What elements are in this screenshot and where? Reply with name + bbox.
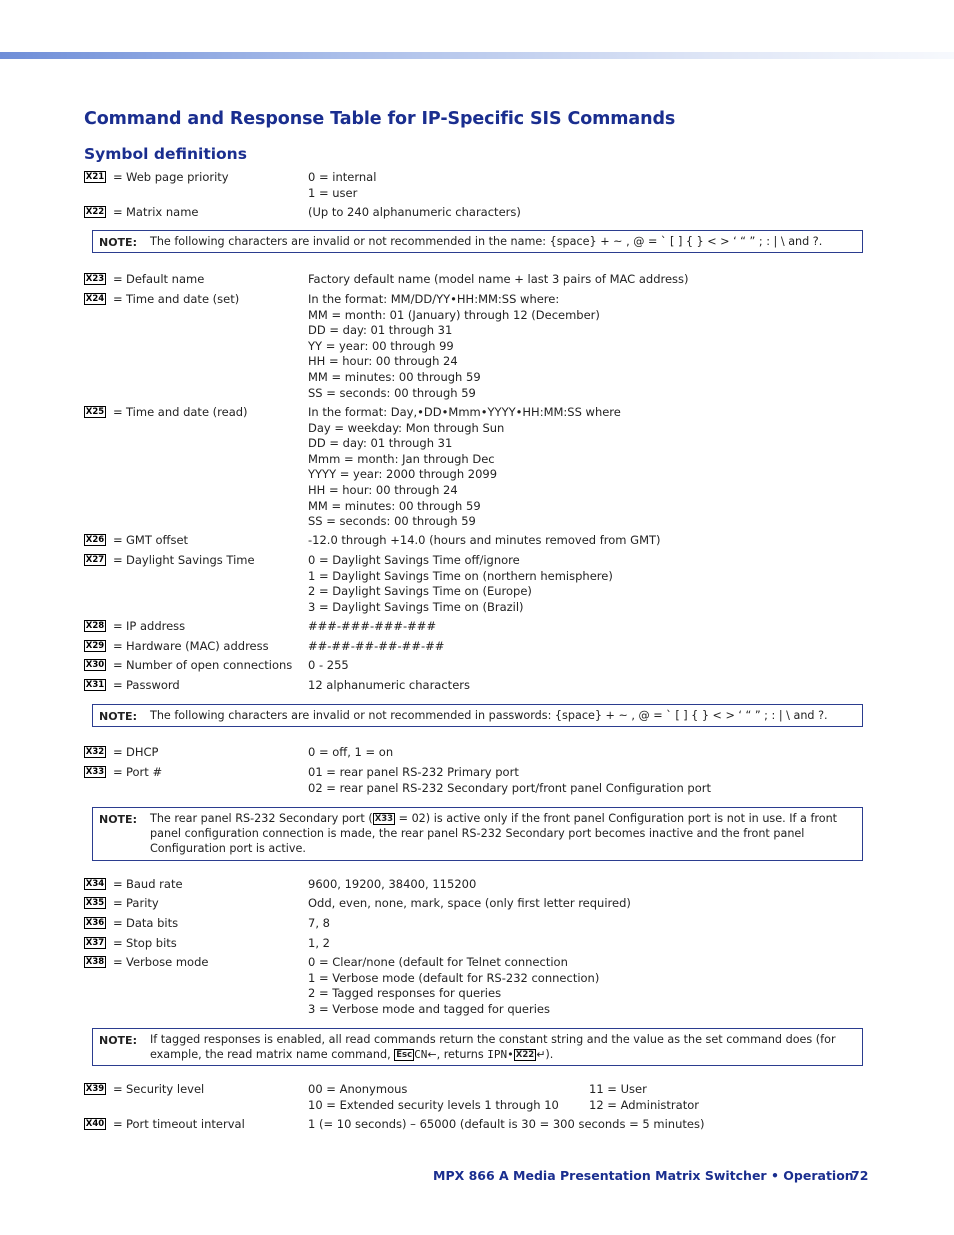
value-line: 12 = Administrator bbox=[589, 1097, 699, 1112]
symbol-box: X40 bbox=[85, 1119, 105, 1129]
note-password-characters bbox=[92, 704, 863, 727]
value-line: MM = month: 01 (January) through 12 (December) bbox=[308, 307, 600, 322]
value-line: YYYY = year: 2000 through 2099 bbox=[308, 467, 498, 482]
value-line: SS = seconds: 00 through 59 bbox=[308, 514, 476, 529]
symbol-label: Stop bits bbox=[126, 936, 177, 950]
note-name-characters bbox=[92, 230, 863, 253]
value-line: Mmm = month: Jan through Dec bbox=[308, 451, 495, 466]
value-line: 2 = Daylight Savings Time on (Europe) bbox=[308, 584, 532, 599]
symbol-box: X35 bbox=[85, 898, 105, 908]
symbol-box: X37 bbox=[85, 938, 105, 948]
equals-sign: = bbox=[113, 678, 123, 692]
value-line: 0 = internal bbox=[308, 170, 377, 184]
symbol-box: X27 bbox=[85, 555, 105, 565]
value-line: YY = year: 00 through 99 bbox=[308, 338, 454, 353]
symbol-value bbox=[308, 205, 521, 221]
value-line: -12.0 through +14.0 (hours and minutes removed from GMT) bbox=[308, 533, 661, 547]
symbol-box: X32 bbox=[85, 747, 105, 757]
value-line: In the format: Day,•DD•Mmm•YYYY•HH:MM:SS where bbox=[308, 405, 621, 419]
symbol-box: X33 bbox=[85, 767, 105, 777]
symbol-label: Time and date (read) bbox=[126, 405, 248, 419]
value-line: Odd, even, none, mark, space (only first letter required) bbox=[308, 896, 631, 910]
symbol-label: Password bbox=[126, 678, 180, 692]
equals-sign: = bbox=[113, 936, 123, 950]
note-label: NOTE: bbox=[99, 813, 137, 826]
symbol-value bbox=[308, 745, 393, 761]
equals-sign: = bbox=[113, 405, 123, 419]
equals-sign: = bbox=[113, 1117, 123, 1131]
equals-sign: = bbox=[113, 292, 123, 306]
symbol-label: Number of open connections bbox=[126, 658, 293, 672]
value-line: MM = minutes: 00 through 59 bbox=[308, 369, 481, 384]
note-text: The rear panel RS-232 Secondary port ( X33 = 02) is active only if the front panel Configuration port is not in use. If a front panel configuration connection is made, the rear panel RS-232 Secondary port becomes inactive and the front panel Configuration port is active. bbox=[150, 812, 838, 856]
equals-sign: = bbox=[113, 745, 123, 759]
equals-sign: = bbox=[113, 896, 123, 910]
value-line: 1 = user bbox=[308, 185, 358, 200]
symbol-box: X23 bbox=[85, 274, 105, 284]
symbol-label: Web page priority bbox=[126, 170, 229, 184]
symbol-box: X28 bbox=[85, 621, 105, 631]
value-line: 1, 2 bbox=[308, 936, 330, 950]
symbol-label: Time and date (set) bbox=[126, 292, 240, 306]
symbol-box: X30 bbox=[85, 660, 105, 670]
symbol-value bbox=[308, 765, 711, 796]
note-label: NOTE: bbox=[99, 236, 137, 249]
symbol-value bbox=[308, 619, 436, 635]
value-line: 0 = Clear/none (default for Telnet connection bbox=[308, 955, 568, 969]
value-line: 3 = Daylight Savings Time on (Brazil) bbox=[308, 599, 524, 614]
symbol-box: X36 bbox=[85, 918, 105, 928]
symbol-box: X34 bbox=[85, 879, 105, 889]
symbol-value bbox=[308, 272, 689, 288]
symbol-value bbox=[308, 553, 613, 615]
value-line: 7, 8 bbox=[308, 916, 330, 930]
value-line: DD = day: 01 through 31 bbox=[308, 436, 453, 451]
symbol-value bbox=[308, 877, 476, 893]
symbol-value bbox=[308, 639, 444, 655]
value-line: 12 alphanumeric characters bbox=[308, 678, 470, 692]
page-title: Command and Response Table for IP-Specific SIS Commands bbox=[84, 109, 676, 129]
symbol-value bbox=[308, 955, 599, 1017]
value-line: HH = hour: 00 through 24 bbox=[308, 354, 458, 369]
symbol-label: Matrix name bbox=[126, 205, 199, 219]
value-line: Day = weekday: Mon through Sun bbox=[308, 420, 505, 435]
symbol-value bbox=[308, 678, 470, 694]
equals-sign: = bbox=[113, 272, 123, 286]
symbol-box: X39 bbox=[85, 1084, 105, 1094]
page-number: 72 bbox=[851, 1168, 869, 1183]
symbol-label: Port # bbox=[126, 765, 163, 779]
equals-sign: = bbox=[113, 619, 123, 633]
symbol-label: Daylight Savings Time bbox=[126, 553, 255, 567]
section-title: Symbol definitions bbox=[84, 145, 247, 163]
symbol-box: X31 bbox=[85, 680, 105, 690]
equals-sign: = bbox=[113, 533, 123, 547]
equals-sign: = bbox=[113, 170, 123, 184]
footer-title: MPX 866 A Media Presentation Matrix Switcher • Operation bbox=[433, 1168, 854, 1183]
symbol-value bbox=[308, 1117, 704, 1133]
symbol-value bbox=[308, 170, 376, 201]
equals-sign: = bbox=[113, 877, 123, 891]
value-line: MM = minutes: 00 through 59 bbox=[308, 498, 481, 513]
symbol-label: IP address bbox=[126, 619, 186, 633]
value-line: 1 (= 10 seconds) – 65000 (default is 30 = 300 seconds = 5 minutes) bbox=[308, 1117, 705, 1131]
symbol-box: X25 bbox=[85, 407, 105, 417]
symbol-value bbox=[308, 936, 330, 952]
value-line: (Up to 240 alphanumeric characters) bbox=[308, 205, 521, 219]
value-line: 0 - 255 bbox=[308, 658, 349, 672]
value-line: 3 = Verbose mode and tagged for queries bbox=[308, 1001, 550, 1016]
value-line: 00 = Anonymous bbox=[308, 1082, 408, 1096]
value-line: 9600, 19200, 38400, 115200 bbox=[308, 877, 477, 891]
value-line: Factory default name (model name + last 3 pairs of MAC address) bbox=[308, 272, 689, 286]
symbol-box: X22 bbox=[515, 1050, 535, 1061]
symbol-box: X21 bbox=[85, 172, 105, 182]
note-text: The following characters are invalid or not recommended in the name: {space} + ~ , @ = ` [ ] { } < > ‘ “ ” ; : | \ and ?. bbox=[150, 235, 823, 248]
note-text: The following characters are invalid or not recommended in passwords: {space} + ~ , @ = ` [ ] { } < > ‘ “ ” ; : | \ and ?. bbox=[150, 709, 828, 722]
return-arrow-icon: ← bbox=[427, 1048, 437, 1062]
note-label: NOTE: bbox=[99, 710, 137, 723]
escape-key-symbol: Esc bbox=[396, 1050, 413, 1061]
value-line: 01 = rear panel RS-232 Primary port bbox=[308, 765, 519, 779]
value-line: 02 = rear panel RS-232 Secondary port/front panel Configuration port bbox=[308, 780, 711, 795]
symbol-box: X33 bbox=[374, 814, 394, 824]
symbol-label: Parity bbox=[126, 896, 159, 910]
note-label: NOTE: bbox=[99, 1034, 137, 1047]
symbol-label: GMT offset bbox=[126, 533, 189, 547]
value-line: 0 = off, 1 = on bbox=[308, 745, 394, 759]
symbol-value bbox=[308, 405, 621, 530]
symbol-box: X22 bbox=[85, 207, 105, 217]
equals-sign: = bbox=[113, 765, 123, 779]
value-line: 10 = Extended security levels 1 through 10 bbox=[308, 1097, 559, 1112]
symbol-value bbox=[308, 658, 349, 674]
equals-sign: = bbox=[113, 639, 123, 653]
equals-sign: = bbox=[113, 955, 123, 969]
symbol-label: Default name bbox=[126, 272, 205, 286]
symbol-label: Data bits bbox=[126, 916, 179, 930]
equals-sign: = bbox=[113, 553, 123, 567]
value-line: HH = hour: 00 through 24 bbox=[308, 482, 458, 497]
symbol-value bbox=[308, 896, 631, 912]
note-tagged-responses bbox=[92, 1028, 863, 1066]
symbol-label: Baud rate bbox=[126, 877, 183, 891]
value-line: ###-###-###-### bbox=[308, 619, 437, 633]
equals-sign: = bbox=[113, 658, 123, 672]
symbol-value bbox=[308, 1082, 559, 1113]
symbol-value-secondary bbox=[589, 1082, 699, 1113]
symbol-box: X26 bbox=[85, 535, 105, 545]
value-line: DD = day: 01 through 31 bbox=[308, 323, 453, 338]
header-gradient-bar bbox=[0, 52, 954, 59]
value-line: 2 = Tagged responses for queries bbox=[308, 986, 502, 1001]
symbol-value bbox=[308, 916, 330, 932]
value-line: 11 = User bbox=[589, 1082, 647, 1096]
symbol-box: X24 bbox=[85, 294, 105, 304]
note-text: If tagged responses is enabled, all read commands return the constant string and the value as the set command does (for example, the read matrix name command, Esc CN←, returns IPN• X22 ↵). bbox=[150, 1033, 836, 1062]
symbol-label: DHCP bbox=[126, 745, 159, 759]
value-line: 0 = Daylight Savings Time off/ignore bbox=[308, 553, 520, 567]
value-line: In the format: MM/DD/YY•HH:MM:SS where: bbox=[308, 292, 560, 306]
symbol-value bbox=[308, 292, 600, 401]
note-secondary-port bbox=[92, 807, 863, 861]
symbol-label: Security level bbox=[126, 1082, 205, 1096]
return-arrow-icon: ↵ bbox=[536, 1048, 546, 1062]
value-line: 1 = Verbose mode (default for RS-232 connection) bbox=[308, 970, 600, 985]
symbol-box: X38 bbox=[85, 957, 105, 967]
symbol-label: Verbose mode bbox=[126, 955, 209, 969]
equals-sign: = bbox=[113, 205, 123, 219]
value-line: ##-##-##-##-##-## bbox=[308, 639, 445, 653]
symbol-box: X29 bbox=[85, 641, 105, 651]
value-line: 1 = Daylight Savings Time on (northern hemisphere) bbox=[308, 568, 613, 583]
value-line: SS = seconds: 00 through 59 bbox=[308, 385, 476, 400]
equals-sign: = bbox=[113, 1082, 123, 1096]
equals-sign: = bbox=[113, 916, 123, 930]
symbol-label: Port timeout interval bbox=[126, 1117, 245, 1131]
symbol-label: Hardware (MAC) address bbox=[126, 639, 269, 653]
symbol-value bbox=[308, 533, 661, 549]
